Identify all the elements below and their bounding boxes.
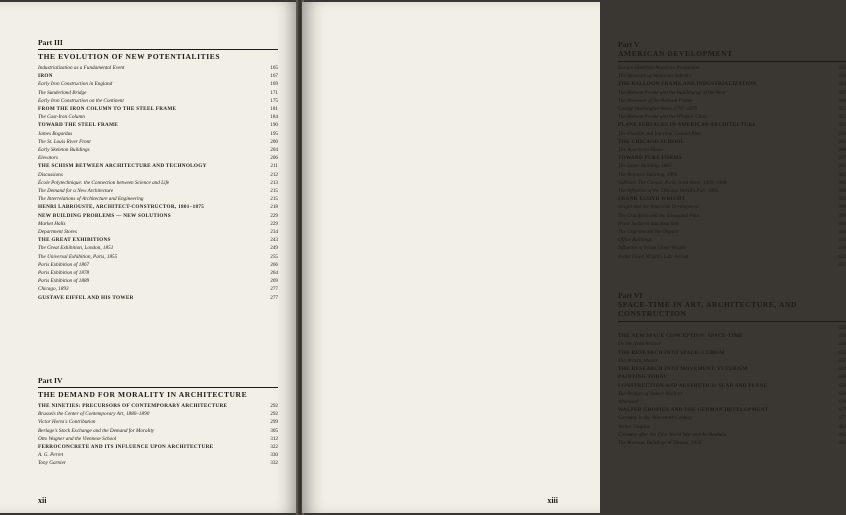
toc-entry [38,253,278,261]
toc-entry [618,382,846,390]
part-block [618,40,846,269]
toc-entry-page: 377 [838,155,846,162]
toc-entry [38,402,278,410]
toc-entry-title: THE NEW SPACE CONCEPTION: SPACE-TIME [618,333,743,340]
toc-entry-page: 430 [838,341,846,348]
toc-entry-title: Early Iron Construction in England [38,81,113,88]
toc-entry-title [618,324,830,332]
left-page [0,2,298,513]
toc-entry-title: Victor Horta's Contribution [38,419,96,426]
toc-entry-title: The Bauhaus Buildings at Dessau, 1926 [618,439,702,446]
toc-entry [618,130,846,138]
toc-entry-page: 312 [270,435,278,442]
toc-entry-page: 434 [838,349,846,356]
toc-entry-page: 381 [838,163,846,170]
toc-entry [38,212,278,220]
toc-entry-page: 299 [270,419,278,426]
toc-entry-page: 322 [270,443,278,450]
toc-entry-title: Market Halls [38,220,66,227]
toc-entry [38,435,278,443]
toc-entry-page: 243 [270,237,278,244]
toc-entry-title: Afterword [618,398,639,405]
part-label: Part VI [618,291,643,301]
toc-entry-page: 264 [270,270,278,277]
toc-entry-page: 400 [838,220,846,227]
toc-entry-page: 352 [838,106,846,113]
toc-entry-page: 215 [270,188,278,195]
toc-entry [618,64,846,72]
toc-entry [618,390,846,398]
toc-entry [618,228,846,236]
toc-entry-page: 491 [838,439,846,446]
toc-entry-page: 206 [270,155,278,162]
toc-entry [618,203,846,211]
toc-entry-page: 336 [838,73,846,80]
toc-entry-page: 255 [270,253,278,260]
toc-entry-page: 190 [270,122,278,129]
toc-entry [38,294,278,302]
toc-entry-title: Do We Need Artists? [618,341,662,348]
toc-entry-page: 424 [838,253,846,260]
toc-entry-page: 204 [270,147,278,154]
toc-entry-page: 385 [838,179,846,186]
toc-entry-page: 347 [838,89,846,96]
toc-entry [38,187,278,195]
toc-entry-page: 266 [270,261,278,268]
toc-entry-title: George Washington Snow, 1797–1870 [618,106,698,113]
toc-entry-page: 249 [270,245,278,252]
part-block [38,376,278,468]
toc-entry [618,154,846,162]
toc-entry-title: Influence of Frank Lloyd Wright [618,245,686,252]
toc-entry-page: 175 [270,97,278,104]
toc-entry [618,414,846,422]
toc-entry-title: IRON [38,73,53,80]
toc-entry [618,244,846,252]
toc-entry-page: 393 [838,196,846,203]
toc-entry-page: 218 [270,204,278,211]
toc-entry [618,340,846,348]
toc-entry [618,261,846,269]
toc-entry [618,97,846,105]
toc-entry-page: 169 [270,81,278,88]
toc-entry [38,130,278,138]
toc-entry [38,105,278,113]
toc-entry [618,373,846,381]
toc-entry [38,195,278,203]
toc-entry [618,398,846,406]
toc-entry [38,459,278,467]
toc-entry [38,410,278,418]
toc-entry [38,113,278,121]
toc-entry [38,427,278,435]
toc-entry-title [618,261,830,269]
toc-entry-title: PLANE SURFACES IN AMERICAN ARCHITECTURE [618,122,757,129]
toc-entry-title: A. G. Perret [38,452,64,459]
toc-entry [618,187,846,195]
toc-entry [618,195,846,203]
toc-entry-title: The Cruciform and the Elongated Plan [618,212,700,219]
toc-entry [38,269,278,277]
toc-entry [618,423,846,431]
toc-entry-title: HENRI LABROUSTE, ARCHITECT-CONSTRUCTOR, 1801–1875 [38,204,205,211]
toc-entry-page: 269 [270,278,278,285]
toc-entry [38,451,278,459]
right-toc-column [618,40,846,447]
rule [618,321,846,322]
toc-entry-title: TOWARD THE STEEL FRAME [38,122,119,129]
toc-entry-page: 356 [838,130,846,137]
toc-entry [38,89,278,97]
toc-entry-page: 477 [838,407,846,414]
toc-entry-page: 171 [270,89,278,96]
toc-entry [38,121,278,129]
toc-entry [38,146,278,154]
toc-entry-title: THE GREAT EXHIBITIONS [38,237,111,244]
toc-entry-page: 450 [838,390,846,397]
rule [618,61,846,62]
toc-entry-page: 229 [270,220,278,227]
part-label: Part V [618,40,640,49]
part-block [38,38,278,302]
toc-entry [618,220,846,228]
toc-entry [38,277,278,285]
toc-entries [618,324,846,447]
toc-entry [38,236,278,244]
toc-entry-title: The Balloon Frame and the Windsor Chair [618,114,708,121]
toc-entry-page: 344 [838,81,846,88]
toc-entry-title: Europe Observes American Production [618,65,700,71]
page-number: xii [38,496,47,505]
page-number: xiii [547,496,558,505]
toc-entry [618,431,846,439]
toc-entry [618,171,846,179]
toc-entry [38,220,278,228]
toc-entry [38,443,278,451]
toc-entry [38,138,278,146]
toc-entry [38,162,278,170]
toc-entry [618,253,846,261]
toc-entry [38,80,278,88]
toc-entry-page: 200 [270,138,278,145]
toc-entry-page: 211 [270,163,278,170]
toc-entries [38,402,278,468]
toc-entry [38,244,278,252]
toc-entry-title: TOWARD PURE FORMS [618,155,682,162]
toc-entry-page: 414 [838,237,846,244]
toc-entry-page: 184 [270,114,278,121]
part-block [618,291,846,447]
toc-entry-title: Frank Lloyd Wright's Late Period [618,253,689,260]
toc-entry-page: 352 [838,114,846,121]
toc-entry-page: 443 [838,366,846,373]
toc-entry-page: 215 [270,196,278,203]
toc-entry [618,89,846,97]
toc-entry [38,285,278,293]
toc-entry [38,171,278,179]
toc-entry-title: Office Buildings [618,237,652,244]
toc-entry-page: 368 [838,147,846,154]
toc-entry-title: The Flexible and Informal Ground Plan [618,130,701,137]
toc-entry-title: Department Stores [38,229,77,236]
toc-entry-page: 396 [838,212,846,219]
toc-entry-page: 165 [270,65,278,71]
rule [38,49,278,50]
toc-entry-title: Elevators [38,155,58,162]
toc-entry-title: Paris Exhibition of 1867 [38,261,90,268]
toc-entry-title: THE SCHISM BETWEEN ARCHITECTURE AND TECHNOLOGY [38,163,207,170]
toc-entry-page: 403 [838,229,846,236]
toc-entry-page: 277 [270,294,278,301]
toc-entry-title: THE RESEARCH INTO SPACE: CUBISM [618,349,725,356]
toc-entry [618,146,846,154]
toc-entry-title: The Influence of the Chicago World's Fair, 1893 [618,188,719,195]
toc-entry [38,64,278,72]
toc-entry [618,212,846,220]
toc-entry-title: Early Iron Construction on the Continent [38,97,124,104]
toc-entry-page: 234 [270,229,278,236]
toc-entry-title: Paris Exhibition of 1889 [38,278,90,285]
toc-entry-title: WALTER GROPIUS AND THE GERMAN DEVELOPMENT [618,407,769,414]
toc-entry [618,72,846,80]
toc-entry [618,324,846,332]
toc-entry-title: Tony Garnier [38,460,66,467]
toc-entry [618,406,846,414]
toc-entry [618,439,846,447]
toc-entry-title: The Invention of the Balloon Frame [618,97,693,104]
toc-entry [618,179,846,187]
toc-entry-page: 277 [270,286,278,293]
toc-entry-title: FRANK LLOYD WRIGHT [618,196,686,203]
toc-entry-title: Chicago, 1893 [38,286,69,293]
toc-entry-title: The Interrelations of Architecture and Engineering [38,196,144,203]
toc-entry-title: Industrialization as a Fundamental Event [38,65,125,71]
toc-entry [618,349,846,357]
toc-entry [618,236,846,244]
toc-entry-page: 476 [838,398,846,405]
toc-entry-title: École Polytechnique: the Connection between Science and Life [38,179,170,186]
toc-entry-title: The Reliance Building, 1894 [618,171,678,178]
toc-entry [38,203,278,211]
toc-entry [38,418,278,426]
toc-entry-title: Sullivan: The Carson, Pirie, Scott Store, 1899–1906 [618,179,727,186]
toc-entry-page: 382 [838,171,846,178]
toc-entry-page: 229 [270,212,278,219]
right-page [302,2,846,513]
toc-entry-title: Paris Exhibition of 1878 [38,270,90,277]
toc-entry-title: The Artistic Means [618,357,658,364]
toc-entry [38,261,278,269]
part-title: THE EVOLUTION OF NEW POTENTIALITIES [38,52,221,61]
toc-entry-title: Wright and the American Development [618,204,699,211]
toc-entry-title: The Bridges of Robert Maillart [618,390,683,397]
toc-entry-page: 485 [838,431,846,438]
toc-entry-title: The Structure of American Industry [618,73,692,80]
toc-entry-page: 446 [838,374,846,381]
toc-entries [618,64,846,269]
part-label: Part III [38,38,63,47]
toc-entry-title: The Urge toward the Organic [618,229,680,236]
toc-entry [618,332,846,340]
toc-entry-title: THE RESEARCH INTO MOVEMENT: FUTURISM [618,366,748,373]
toc-entry-page: 167 [270,73,278,80]
toc-entry-title: Plane Surfaces and Structure [618,220,679,227]
toc-entry [38,72,278,80]
toc-entry-page: 213 [270,179,278,186]
toc-entry-page: 212 [270,171,278,178]
toc-entry-title: Walter Gropius [618,423,650,430]
part-label: Part IV [38,375,63,385]
toc-entry [618,113,846,121]
toc-entry-page: 437 [838,357,846,364]
toc-entry [618,121,846,129]
toc-entry-title: The Great Exhibition, London, 1851 [38,245,114,252]
part-title: SPACE-TIME IN ART, ARCHITECTURE, AND CONSTRUCTION [618,300,797,319]
toc-entry-page: 332 [270,460,278,467]
toc-entry-page: 396 [838,204,846,211]
toc-entry-title: The Leiter Building, 1889 [618,163,672,170]
toc-entry-page: 450 [838,382,846,389]
toc-entry [618,105,846,113]
toc-entry-title: The Sunderland Bridge [38,89,87,96]
toc-entry-page: 181 [270,106,278,113]
toc-entry-page: 388 [838,188,846,195]
toc-entry-page: 292 [270,402,278,409]
toc-entry-title: James Bogardus [38,130,73,137]
toc-entry-title: Otto Wagner and the Viennese School [38,435,117,442]
toc-entry-title: The Universal Exhibition, Paris, 1855 [38,253,118,260]
toc-entry [618,365,846,373]
toc-entry-title: THE CHICAGO SCHOOL [618,138,685,145]
toc-entry-page: 482 [838,423,846,430]
toc-entry-title: GUSTAVE EIFFEL AND HIS TOWER [38,294,134,301]
toc-entry-page: 330 [270,452,278,459]
toc-entry [38,179,278,187]
toc-entry-page: 429 [838,325,846,332]
toc-entry-title: FERROCONCRETE AND ITS INFLUENCE UPON ARCHITECTURE [38,443,214,450]
toc-entry-title: Brussels the Center of Contemporary Art, 1880–1890 [38,411,150,418]
left-toc-column [38,38,278,468]
toc-entry-page: 430 [838,333,846,340]
toc-entry [38,154,278,162]
part-title: AMERICAN DEVELOPMENT [618,49,733,58]
toc-entry-page: 477 [838,415,846,422]
toc-entry-title: The St. Louis River Front [38,138,91,145]
toc-entry [38,228,278,236]
toc-entry-page: 305 [270,427,278,434]
toc-entry-page: 349 [838,97,846,104]
toc-entry-title: CONSTRUCTION AND AESTHETICS: SLAB AND PLANE [618,382,768,389]
toc-entry [618,162,846,170]
toc-entry [618,80,846,88]
toc-entry-page: 333 [838,65,846,71]
toc-entry [618,357,846,365]
toc-entry-title: The Demand for a New Architecture [38,188,114,195]
toc-entry-page: 195 [270,130,278,137]
toc-entry-page: 427 [838,261,846,268]
rule [38,387,278,388]
toc-entry-title: THE NINETIES: PRECURSORS OF CONTEMPORARY ARCHITECTURE [38,402,228,409]
toc-entry-title: Discussions [38,171,63,178]
part-title: THE DEMAND FOR MORALITY IN ARCHITECTURE [38,389,248,399]
toc-entries [38,64,278,302]
toc-entry-title: Germany after the First World War and the Bauhaus [618,431,728,438]
toc-entry-title: Berlage's Stock Exchange and the Demand for Morality [38,427,155,434]
toc-entry-title: The Balloon Frame and the Building-up of the West [618,89,726,96]
toc-entry-page: 354 [838,122,846,129]
toc-entry-title: The Apartment House [618,147,664,154]
toc-entry-title: Germany in the Nineteenth Century [618,415,693,422]
toc-entry-page: 419 [838,245,846,252]
toc-entry-title: The Cast-Iron Column [38,114,85,121]
toc-entry-title: NEW BUILDING PROBLEMS — NEW SOLUTIONS [38,212,171,219]
toc-entry [38,97,278,105]
toc-entry-title: PAINTING TODAY [618,374,668,381]
toc-entry-page: 361 [838,138,846,145]
toc-entry-page: 292 [270,411,278,418]
toc-entry-title: Early Skeleton Buildings [38,147,90,154]
toc-entry [618,138,846,146]
toc-entry-title: THE BALLOON FRAME AND INDUSTRIALIZATION [618,81,757,88]
toc-entry-title: FROM THE IRON COLUMN TO THE STEEL FRAME [38,106,177,113]
